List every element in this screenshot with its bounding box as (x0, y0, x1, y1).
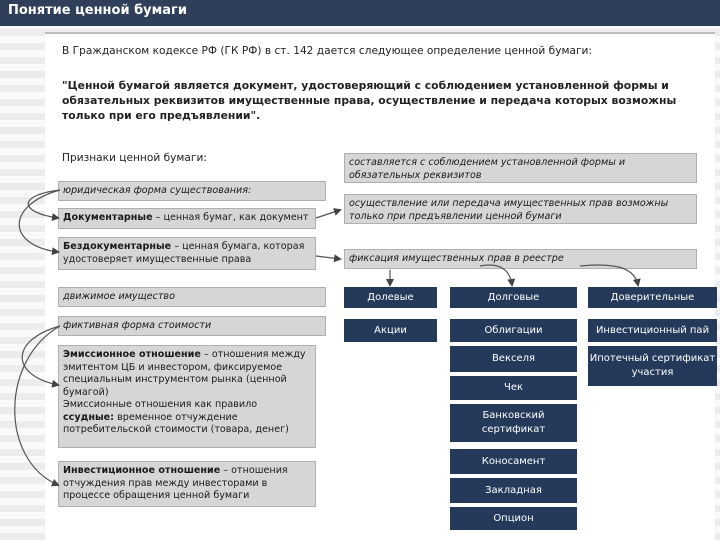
intro-text: В Гражданском кодексе РФ (ГК РФ) в ст. 142 дается следующее определение ценной бумаги: (62, 45, 592, 57)
page-title: Понятие ценной бумаги (8, 3, 187, 18)
nondocumentary-box: Бездокументарные – ценная бумага, которая удостоверяет имущественные права (58, 237, 316, 270)
security-mortgage-certificate: Ипотечный сертификат участия (588, 346, 717, 386)
type-trust: Доверительные (588, 287, 717, 308)
emission-relation-box: Эмиссионное отношение – отношения между эмитентом ЦБ и инвестором, фиксируемое специальным инструментом рынка (ценной бумагой) Эмиссионные отношения как правило ссудные: временное отчуждение потребительской стоимости (товара, денег) (58, 345, 316, 448)
rights-transfer-box: осуществление или передача имущественных прав возможны только при предъявлении ценной бумаги (344, 194, 697, 224)
movable-property-box: движимое имущество (58, 287, 326, 307)
registry-box: фиксация имущественных прав в реестре (344, 249, 697, 269)
title-bar (0, 0, 720, 26)
type-debt: Долговые (450, 287, 577, 308)
security-bill-of-lading: Коносамент (450, 449, 577, 474)
legal-form-box: юридическая форма существования: (58, 181, 326, 201)
investment-relation-box: Инвестиционное отношение – отношения отчуждения прав между инвесторами в процессе обращения ценной бумаги (58, 461, 316, 507)
security-option: Опцион (450, 507, 577, 530)
security-bonds: Облигации (450, 319, 577, 342)
signs-title: Признаки ценной бумаги: (62, 152, 207, 164)
security-mortgage-note: Закладная (450, 478, 577, 503)
definition-text: "Ценной бумагой является документ, удостоверяющий с соблюдением установленной формы и обязательных реквизитов имущественные права, осуществление и передача которых возможны только при его предъявлении". (62, 79, 677, 122)
security-cheque: Чек (450, 376, 577, 400)
security-bank-certificate: Банковский сертификат (450, 404, 577, 442)
security-bills: Векселя (450, 346, 577, 372)
security-fund-share: Инвестиционный пай (588, 319, 717, 342)
security-shares: Акции (344, 319, 437, 342)
fictitious-form-box: фиктивная форма стоимости (58, 316, 326, 336)
documentary-box: Документарные – ценная бумаг, как документ (58, 208, 316, 229)
form-requisites-box: составляется с соблюдением установленной формы и обязательных реквизитов (344, 153, 697, 183)
type-equity: Долевые (344, 287, 437, 308)
